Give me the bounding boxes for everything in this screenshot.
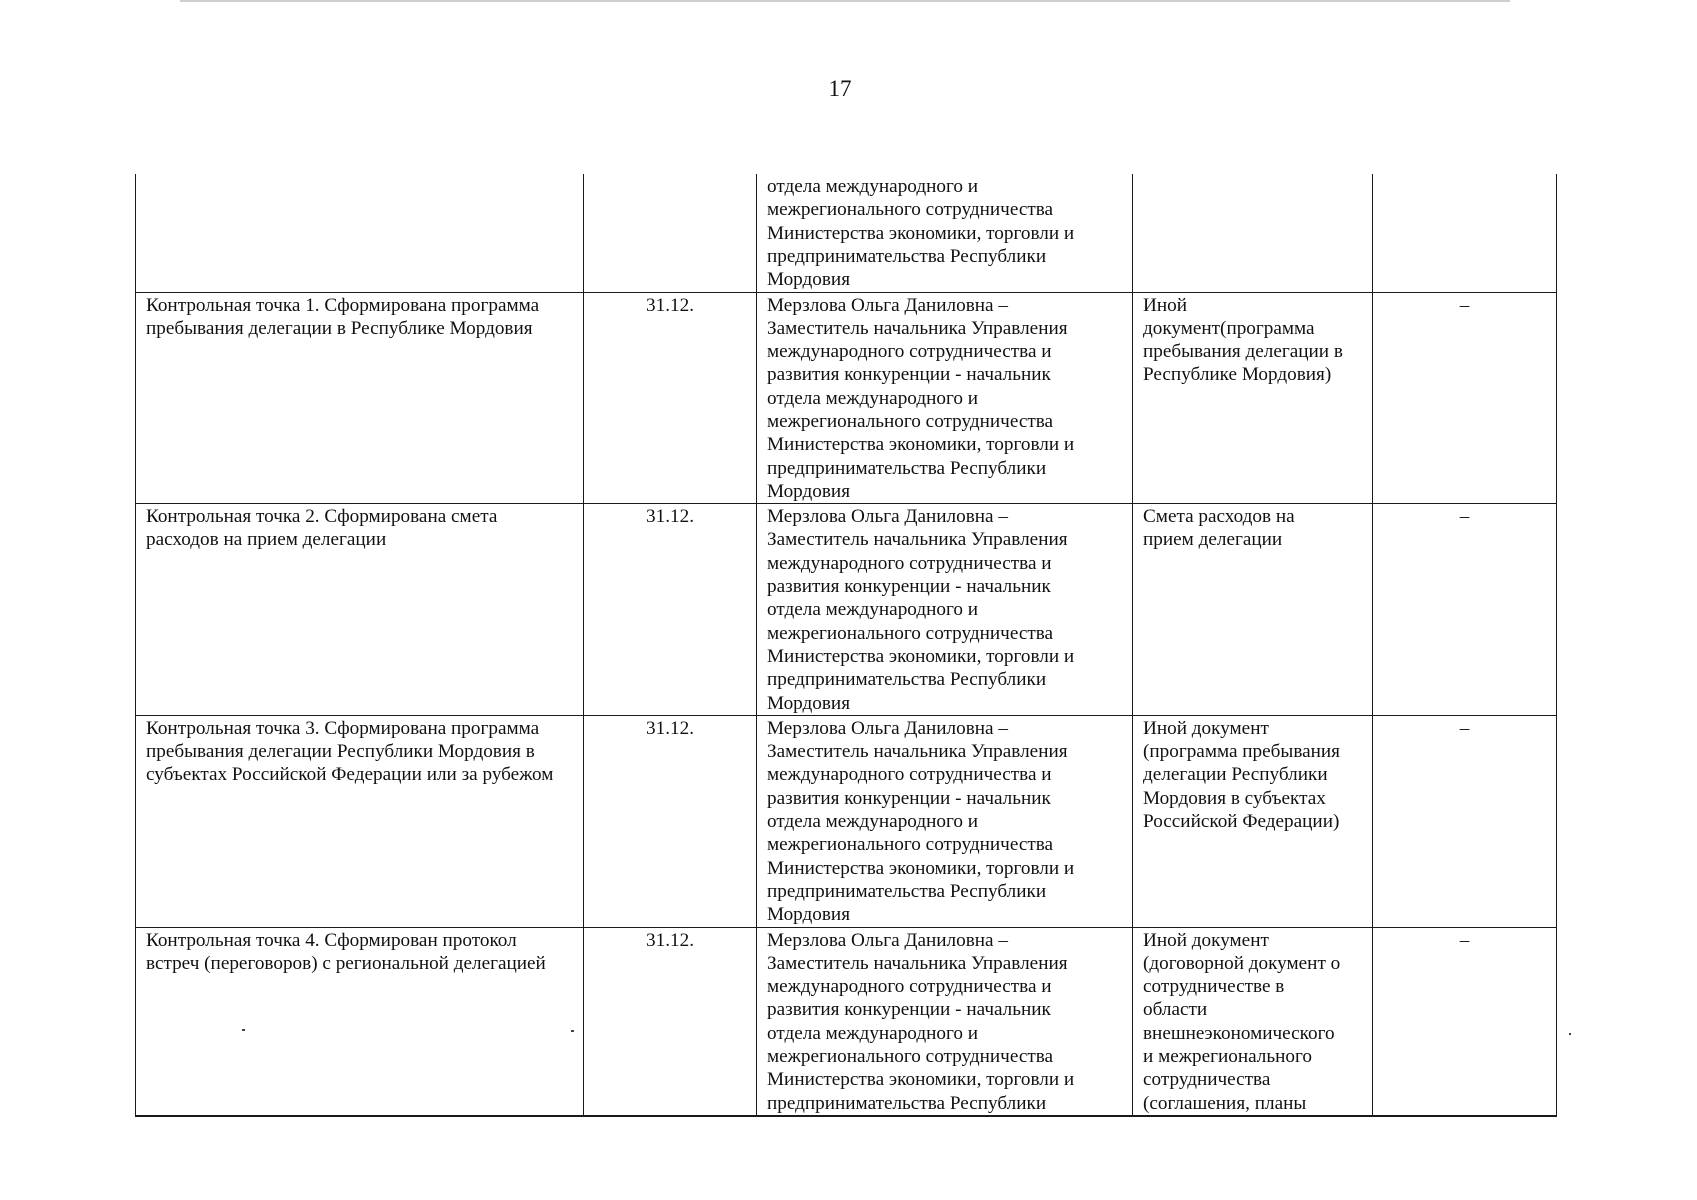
mark-cell: – <box>1373 292 1557 504</box>
document-cell: Иной документ(программа пребывания делегации в Республике Мордовия) <box>1133 292 1373 504</box>
document-cell <box>1133 174 1373 292</box>
responsible-cell: Мерзлова Ольга Даниловна – Заместитель начальника Управления международного сотрудничества и развития конкуренции - начальник отдела международного и межрегионального сотрудничества Министерства экономики, торговли и предпринимательства Республики Мордовия <box>757 292 1133 504</box>
table-row <box>136 174 1557 292</box>
page-number: 17 <box>828 76 852 101</box>
date-cell: 31.12. <box>584 927 757 1116</box>
responsible-cell: Мерзлова Ольга Даниловна – Заместитель начальника Управления международного сотрудничества и развития конкуренции - начальник отдела международного и межрегионального сотрудничества Министерства экономики, торговли и предпринимательства Республики <box>757 927 1133 1116</box>
task-cell: Контрольная точка 4. Сформирован протокол встреч (переговоров) с региональной делегацией <box>136 927 584 1116</box>
responsible-cell: Мерзлова Ольга Даниловна – Заместитель начальника Управления международного сотрудничества и развития конкуренции - начальник отдела международного и межрегионального сотрудничества Министерства экономики, торговли и предпринимательства Республики Мордовия <box>757 715 1133 927</box>
date-cell <box>584 174 757 292</box>
mark-cell: – <box>1373 927 1557 1116</box>
scan-top-edge <box>180 0 1510 2</box>
document-cell: Иной документ (программа пребывания делегации Республики Мордовия в субъектах Российской Федерации) <box>1133 715 1373 927</box>
scan-speck <box>571 1030 574 1032</box>
table-row <box>136 292 1557 504</box>
document-cell: Иной документ (договорной документ о сотрудничестве в области внешнеэкономического и межрегионального сотрудничества (соглашения, планы <box>1133 927 1373 1116</box>
responsible-cell: отдела международного и межрегионального сотрудничества Министерства экономики, торговли и предпринимательства Республики Мордовия <box>757 174 1133 292</box>
scan-speck <box>242 1029 245 1031</box>
mark-cell <box>1373 174 1557 292</box>
table-row <box>136 504 1557 716</box>
task-cell: Контрольная точка 3. Сформирована программа пребывания делегации Республики Мордовия в субъектах Российской Федерации или за рубежом <box>136 715 584 927</box>
task-cell <box>136 174 584 292</box>
table-row <box>136 715 1557 927</box>
scan-speck <box>1569 1033 1571 1035</box>
mark-cell: – <box>1373 504 1557 716</box>
task-cell: Контрольная точка 1. Сформирована программа пребывания делегации в Республике Мордовия <box>136 292 584 504</box>
date-cell: 31.12. <box>584 504 757 716</box>
plan-table <box>135 174 1557 1117</box>
mark-cell: – <box>1373 715 1557 927</box>
table-row <box>136 927 1557 1116</box>
date-cell: 31.12. <box>584 292 757 504</box>
task-cell: Контрольная точка 2. Сформирована смета расходов на прием делегации <box>136 504 584 716</box>
responsible-cell: Мерзлова Ольга Даниловна – Заместитель начальника Управления международного сотрудничества и развития конкуренции - начальник отдела международного и межрегионального сотрудничества Министерства экономики, торговли и предпринимательства Республики Мордовия <box>757 504 1133 716</box>
document-cell: Смета расходов на прием делегации <box>1133 504 1373 716</box>
date-cell: 31.12. <box>584 715 757 927</box>
